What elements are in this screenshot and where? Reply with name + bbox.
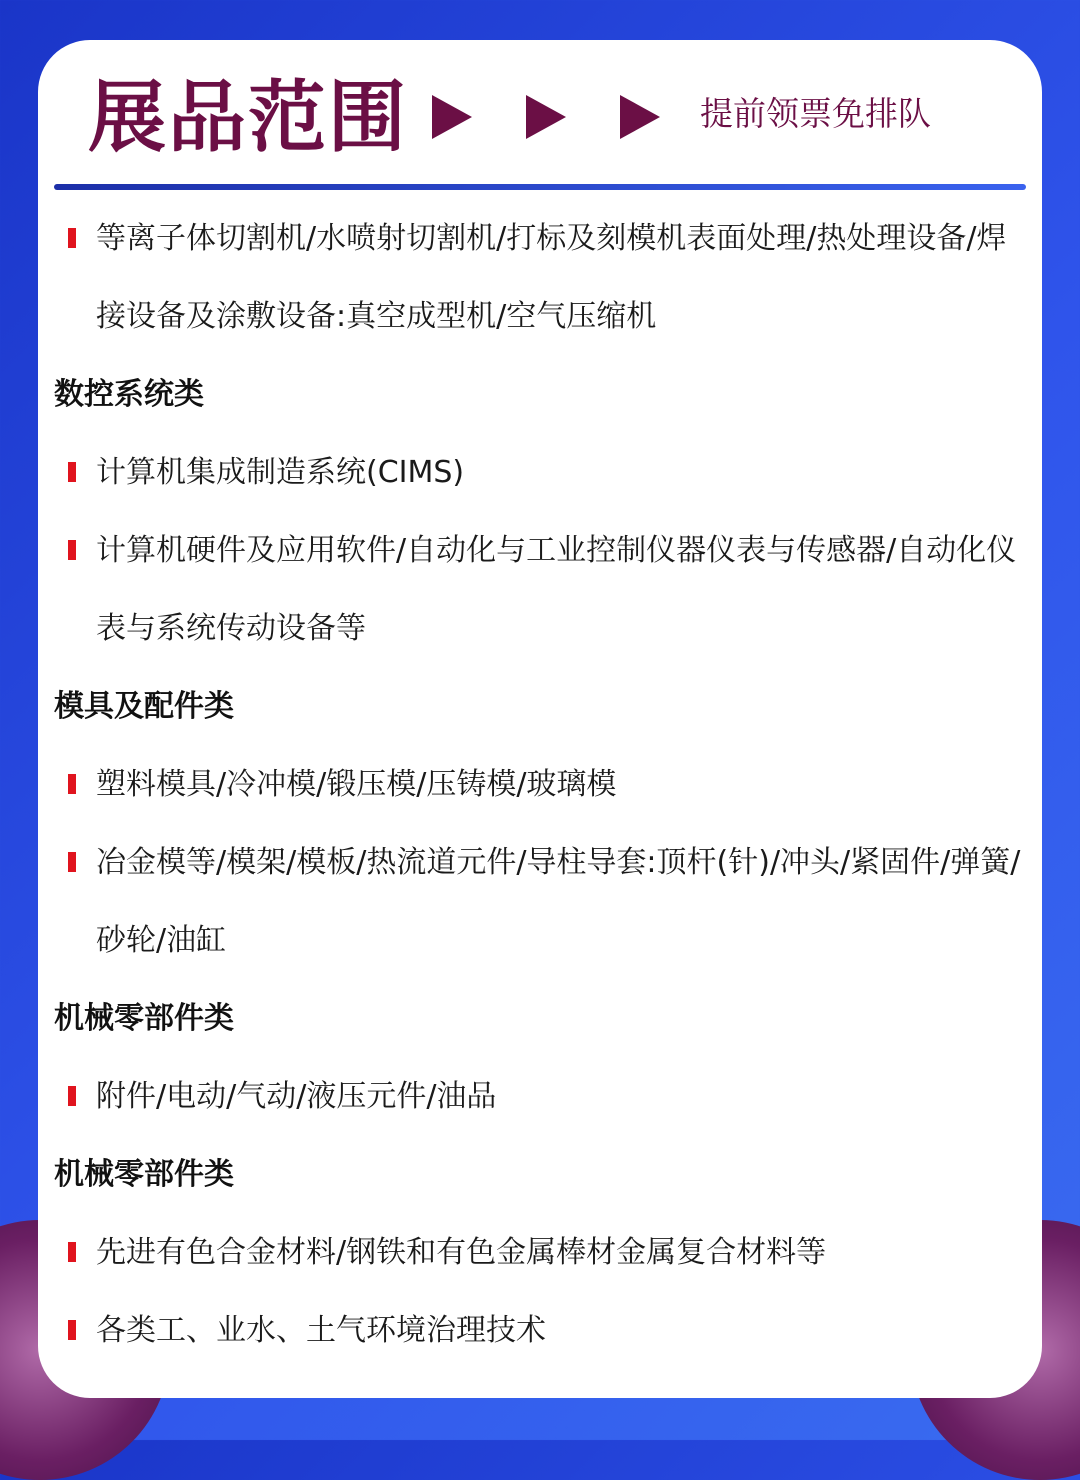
list-item [96, 824, 1026, 980]
header-divider [54, 184, 1026, 190]
list-item-text: 先进有色合金材料/钢铁和有色金属棒材金属复合材料等 [96, 1235, 827, 1270]
play-arrow-icon [620, 95, 660, 139]
category-heading: 数控系统类 [54, 377, 204, 412]
category-heading: 机械零部件类 [54, 1001, 234, 1036]
page-title: 展品范围 [88, 72, 409, 163]
list-item [96, 746, 1026, 824]
bullet-marker-icon [68, 1086, 76, 1106]
play-arrow-icon [432, 95, 472, 139]
list-item-text: 计算机硬件及应用软件/自动化与工业控制仪器仪表与传感器/自动化仪表与系统传动设备等 [96, 533, 1017, 646]
exhibit-list [38, 200, 1042, 1370]
bullet-marker-icon [68, 852, 76, 872]
list-item-text: 附件/电动/气动/液压元件/油品 [96, 1079, 497, 1114]
bullet-marker-icon [68, 540, 76, 560]
content-card [38, 40, 1042, 1398]
header [38, 40, 1042, 190]
category-heading: 模具及配件类 [54, 689, 234, 724]
list-item-text: 塑料模具/冷冲模/锻压模/压铸模/玻璃模 [96, 767, 617, 802]
list-item [96, 512, 1026, 668]
bullet-marker-icon [68, 1320, 76, 1340]
bullet-marker-icon [68, 462, 76, 482]
list-item [96, 1214, 1026, 1292]
list-item-text: 各类工、业水、土气环境治理技术 [96, 1313, 546, 1348]
list-item [96, 434, 1026, 512]
category-heading: 机械零部件类 [54, 1157, 234, 1192]
list-item-text: 冶金模等/模架/模板/热流道元件/导柱导套:顶杆(针)/冲头/紧固件/弹簧/砂轮/油缸 [96, 845, 1021, 958]
list-item [96, 200, 1026, 356]
list-item-text: 计算机集成制造系统(CIMS) [96, 455, 465, 490]
play-arrow-icon [526, 95, 566, 139]
list-item-text: 等离子体切割机/水喷射切割机/打标及刻模机表面处理/热处理设备/焊接设备及涂敷设备:真空成型机/空气压缩机 [96, 221, 1007, 334]
ticket-promo-text: 提前领票免排队 [700, 94, 931, 133]
list-item [96, 1058, 1026, 1136]
bullet-marker-icon [68, 228, 76, 248]
bullet-marker-icon [68, 1242, 76, 1262]
list-item [96, 1292, 1026, 1370]
bullet-marker-icon [68, 774, 76, 794]
